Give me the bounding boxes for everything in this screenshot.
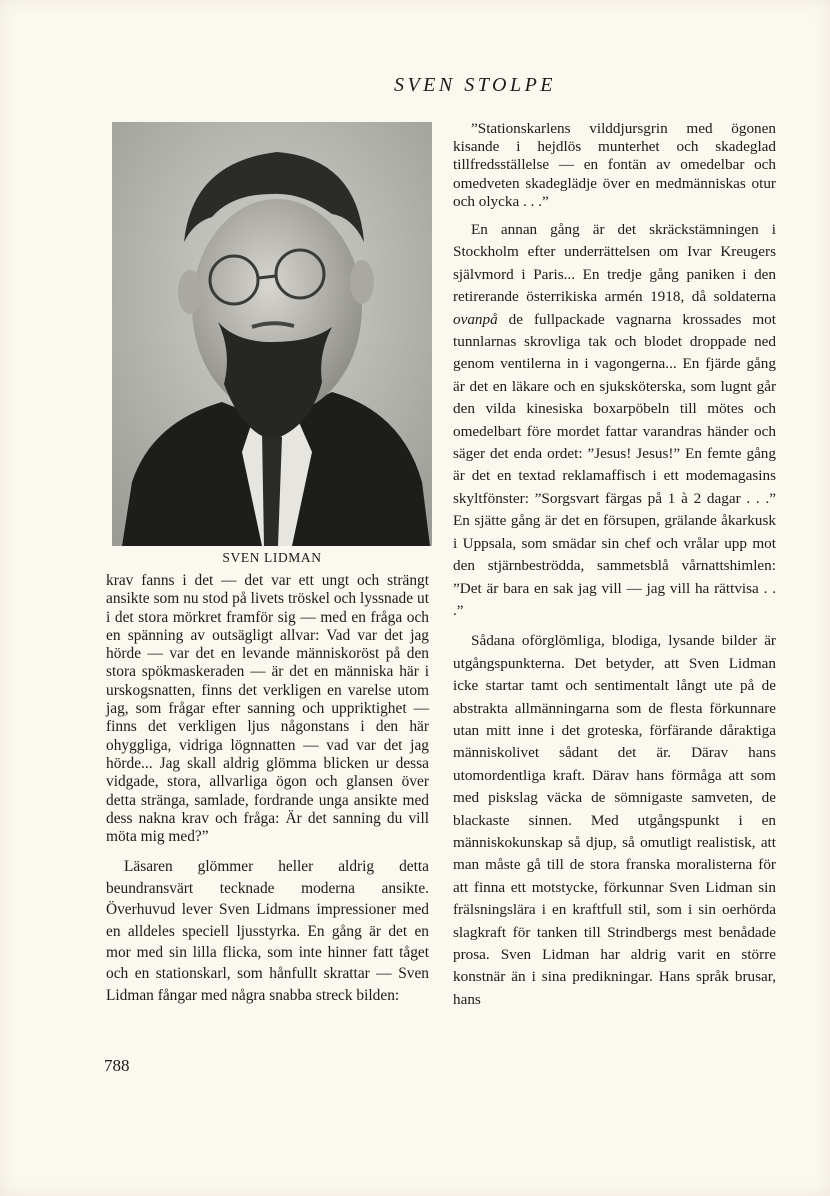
emphasis: ovanpå [453,310,498,328]
photo-caption: SVEN LIDMAN [222,550,322,565]
quote-paragraph: ”Stationskarlens vilddjursgrin med ögonen kisande i hejdlös munterhet och skadeglad tillfredsställelse — en fontän av omedelbar och omedveten skadeglädje över en medmänniskas otur och olycka . . .” [453,120,776,210]
left-column [106,572,429,1006]
portrait-photo [112,122,432,546]
paragraph [453,219,776,622]
text-run: de fullpackade vagnarna krossades mot tunnlarnas skrovliga tak och blodet droppade ned genom ventilerna in i vagongerna... En fjärde gång är det en läkare och en sjuksköterska, som lugnt går den vilda kinesiska boxarpöbeln till mötes och omedelbart före mordet fattar varandras händer och säger det enda ordet: ”Jesus! Jesus!” En femte gång är det en textad reklamaffisch i ett modemagasins skyltfönster: ”Sorgsvart färgas på 1 à 2 dagar . . .” En sjätte gång är det en försupen, grälande åkarkusk i Uppsala, som smädar sin chef och vrålar upp mot den stjärnbeströdda, sammetsblå vårnattshimlen: ”Det är bara en sak jag vill — jag vill ha rättvisa . . .” [453,310,776,619]
right-column [453,120,776,1011]
page-number: 788 [104,1056,130,1075]
text-run: En annan gång är det skräckstämningen i Stockholm efter underrättelsen om Ivar Kreugers självmord i Paris... En tredje gång paniken i den retirerande österrikiska armén 1918, då soldaterna [453,221,776,306]
running-title: SVEN STOLPE [393,74,557,96]
paragraph: Sådana oförglömliga, blodiga, lysande bilder är utgångspunkterna. Det betyder, att Sven Lidman icke startar tamt och sentimentalt långt ute på de abstrakta allmänningarna som de flesta förkunnare utan mitt inne i det groteska, förfärande dåraktiga människolivet sådant det är. Därav hans utomordentliga kraft. Därav hans förmåga att som med piskslag väcka de sömnigaste samveten, de blackaste sinnen. Med utgångspunkt i en människokunskap så djup, så omutligt realistisk, att man måste gå till de stora franska moralisterna för att finna ett motstycke, förkunnar Sven Lidman sin frälsningslära i en kraftfull stil, som i sin oerhörda slagkraft för tanken till Strindbergs mest benådade prosa. Sven Lidman har aldrig varit en större konstnär än i sina predikningar. Hans språk brusar, hans [453,632,776,1008]
paragraph: krav fanns i det — det var ett ungt och strängt ansikte som nu stod på livets tröskel och lyssnade ut i det stora mörkret framför sig — med en fråga och en spänning av outsägligt allvar: Vad var det jag hörde — var det en levande människoröst på den stora spökmaskeraden — är det en människa här i urskogsnatten, finns det verkligen en varelse utom jag, som frågar efter sanning och uppriktighet — finns det verkligen ljus någonstans i den här ohyggliga, vidriga lögnnatten — vad var det jag hörde... Jag skall aldrig glömma blicken ur dessa vidgade, stora, allvarliga ögon och glansen över detta stränga, samlade, fordrande unga ansikte med dess nakna krav och fråga: Är det sanning du vill möta mig med?” [106,572,429,846]
paragraph: Läsaren glömmer heller aldrig detta beundransvärt tecknade moderna ansikte. Överhuvud lever Sven Lidmans impressioner med en alldeles speciell ljusstyrka. En gång är det en mor med sin lilla flicka, som inte hinner fatt tåget och en stationskarl, som hånfullt skrattar — Sven Lidman fångar med några snabba streck bilden: [106,858,429,1004]
